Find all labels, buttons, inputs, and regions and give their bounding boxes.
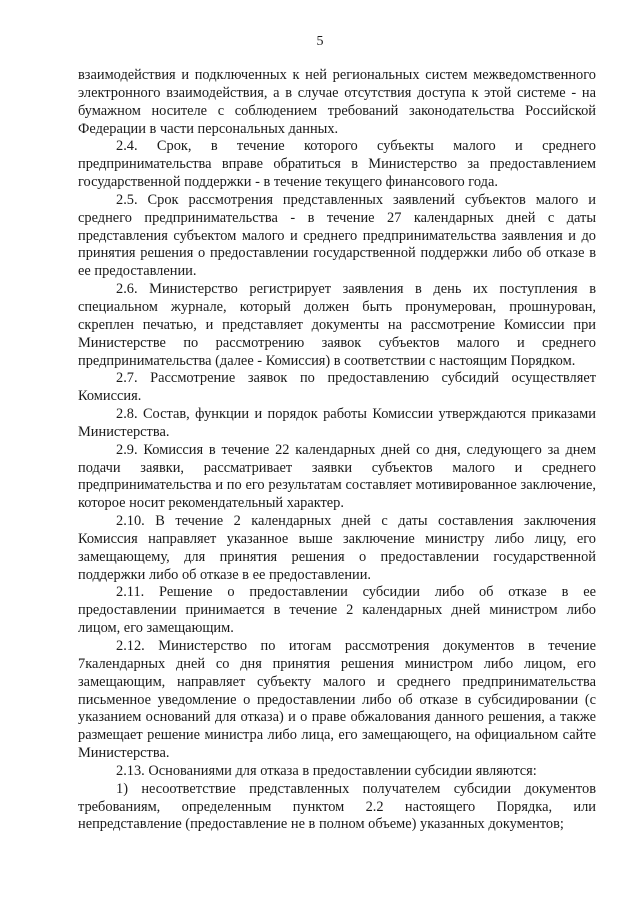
- paragraph-2-7: 2.7. Рассмотрение заявок по предоставлению субсидий осуществляет Комиссия.: [78, 370, 596, 405]
- paragraph-2-11: 2.11. Решение о предоставлении субсидии либо об отказе в ее предоставлении принимается в течение 2 календарных дней министром либо лицом, его замещающим.: [78, 584, 596, 637]
- paragraph-2-8: 2.8. Состав, функции и порядок работы Комиссии утверждаются приказами Министерства.: [78, 406, 596, 440]
- paragraph-2-9: 2.9. Комиссия в течение 22 календарных дней со дня, следующего за днем подачи заявки, рассматривает заявки субъектов малого и среднего предпринимательства и по его результатам составляет мотивированное заключение, которое носит рекомендательный характер.: [78, 441, 596, 512]
- paragraph-2-6: 2.6. Министерство регистрирует заявления в день их поступления в специальном журнале, который должен быть пронумерован, прошнурован, скреплен печатью, и представляет документы на рассмотрение Комиссии при Министерстве по рассмотрению заявок субъектов малого и среднего предпринимательства (далее - Комиссия) в соответствии с настоящим Порядком.: [78, 281, 596, 369]
- paragraph-2-12: 2.12. Министерство по итогам рассмотрения документов в течение 7календарных дней со дня принятия решения министром либо лицом, его замещающим, направляет субъекту малого и среднего предпринимательства письменное уведомление о предоставлении либо об отказе в субсидировании (с указанием оснований для отказа) и о праве обжалования данного решения, а также размещает решение министра либо лица, его замещающего, на официальном сайте Министерства.: [78, 638, 596, 762]
- paragraph-continuation: взаимодействия и подключенных к ней региональных систем межведомственного электронного взаимодействия, а в случае отсутствия доступа к этой системе - на бумажном носителе с соблюдением требований законодательства Российской Федерации в части персональных данных.: [78, 67, 596, 137]
- document-body: [78, 67, 596, 834]
- paragraph-2-10: 2.10. В течение 2 календарных дней с даты составления заключения Комиссия направляет указанное выше заключение министру либо лицу, его замещающему, для принятия решения о предоставлении государственной поддержки либо об отказе в ее предоставлении.: [78, 513, 596, 583]
- list-item-1: 1) несоответствие представленных получателем субсидии документов требованиям, определенным пунктом 2.2 настоящего Порядка, или непредставление (предоставление не в полном объеме) указанных документов;: [78, 780, 596, 833]
- paragraph-2-5: 2.5. Срок рассмотрения представленных заявлений субъектов малого и среднего предпринимательства - в течение 27 календарных дней с даты представления субъектом малого и среднего предпринимательства заявления и до принятия решения о предоставлении государственной поддержки либо об отказе в ее предоставлении.: [78, 191, 596, 280]
- paragraph-2-13: 2.13. Основаниями для отказа в предоставлении субсидии являются:: [116, 762, 537, 779]
- paragraph-2-4: 2.4. Срок, в течение которого субъекты малого и среднего предпринимательства вправе обратиться в Министерство за предоставлением государственной поддержки - в течение текущего финансового года.: [78, 138, 596, 191]
- page-number: 5: [316, 34, 324, 49]
